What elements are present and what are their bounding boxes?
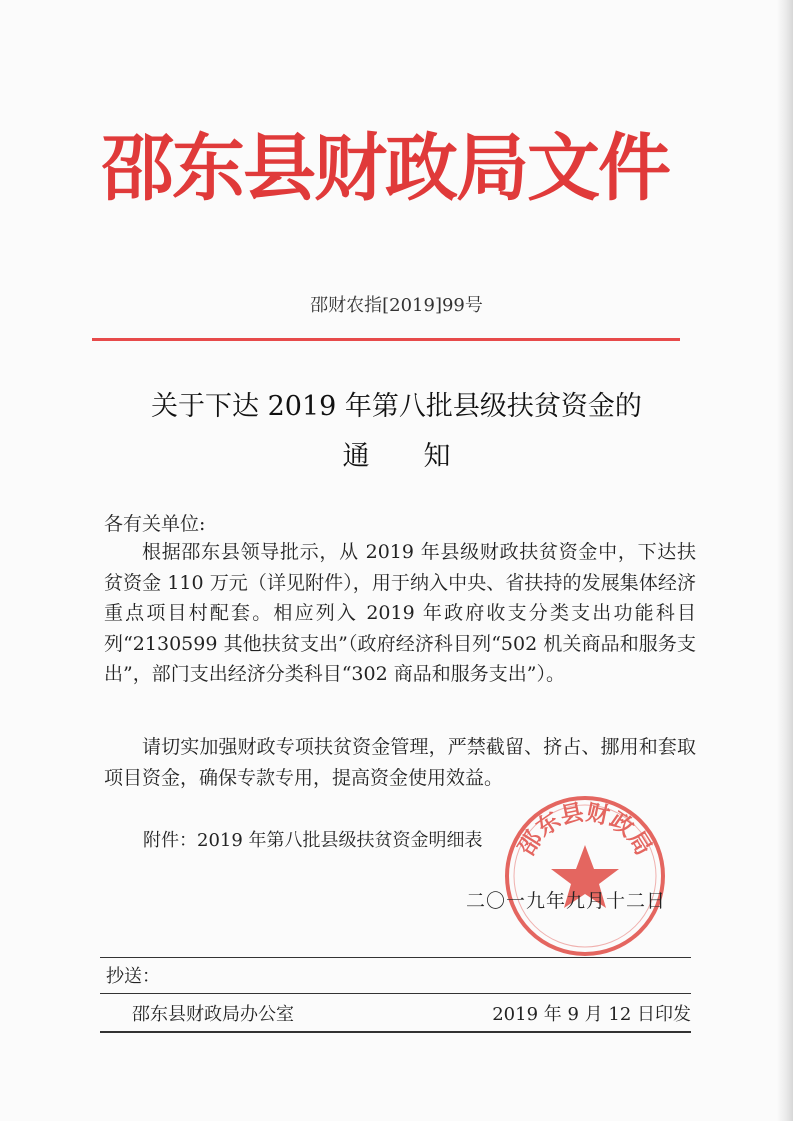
footer-rule-bottom <box>100 1031 691 1033</box>
issuing-office: 邵东县财政局办公室 <box>132 1004 294 1025</box>
notice-subtitle: 通 知 <box>342 441 451 472</box>
notice-title: 关于下达 2019 年第八批县级扶贫资金的 <box>151 391 642 422</box>
scan-edge <box>777 0 793 1121</box>
cc-label: 抄送： <box>106 966 160 987</box>
body-paragraph-1: 根据邵东县领导批示，从 2019 年县级财政扶贫资金中，下达扶贫资金 110 万元（详见附件），用于纳入中央、省扶持的发展集体经济重点项目村配套。相应列入 2019 年政府收支分类支出功能科目列“2130599 其他扶贫支出”（政府经济科目列“502 机关商品和服务支出”，部门支出经济分类科目“302 商品和服务支出”）。 <box>104 541 696 686</box>
footer-rule-middle <box>100 993 691 994</box>
seal-text: 邵东县财政局 <box>513 799 657 861</box>
footer-rule-top <box>100 957 691 958</box>
red-divider <box>92 338 680 341</box>
issue-date-signature: 二〇一九年九月十二日 <box>466 890 667 912</box>
body-paragraph-2: 请切实加强财政专项扶贫资金管理，严禁截留、挤占、挪用和套取项目资金，确保专款专用，提高资金使用效益。 <box>104 736 696 789</box>
salutation: 各有关单位: <box>104 513 206 535</box>
document-number: 邵财农指[2019]99号 <box>310 295 483 316</box>
print-date: 2019 年 9 月 12 日印发 <box>492 1004 691 1025</box>
attachment-note: 附件：2019 年第八批县级扶贫资金明细表 <box>143 830 483 851</box>
org-title: 邵东县财政局文件 <box>101 126 669 211</box>
official-seal <box>502 793 668 959</box>
